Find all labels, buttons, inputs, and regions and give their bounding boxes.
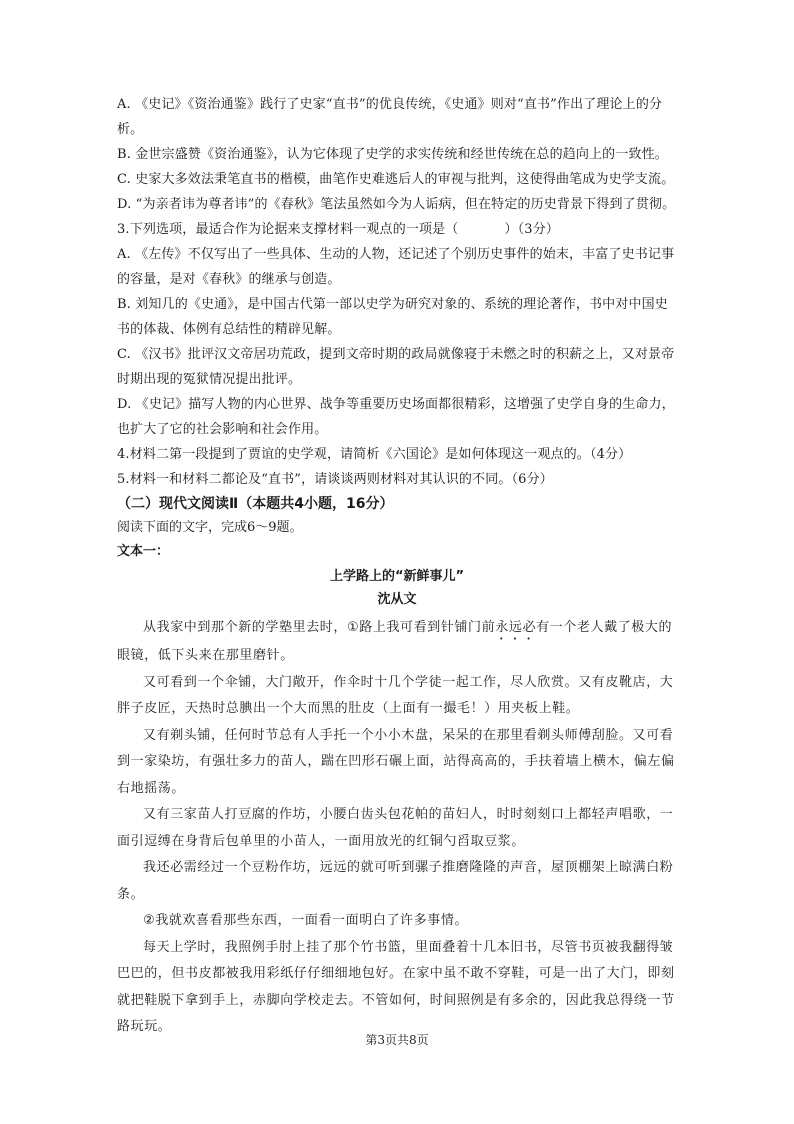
article-paragraph-7: 每天上学时，我照例手肘上挂了那个竹书篮，里面叠着十几本旧书，尽管书页被我翻得皱巴巴的，但书皮都被我用彩纸仔仔细细地包好。在家中虽不敢不穿鞋，可是一出了大门，即刻就把鞋脱下拿到手上，赤脚向学校走去。不管如何，时间照例是有多余的，因此我总得绕一节路玩玩。 <box>117 939 675 1034</box>
question-5: 5.材料一和材料二都论及“直书”，请谈谈两则材料对其认识的不同。（6分） <box>117 472 553 487</box>
q3-stem-after: ）（3分） <box>504 222 559 237</box>
text-label: 文本一： <box>117 544 170 559</box>
p1-text-after: 有一个老人戴了极大的眼镜，低下头来在那里磨针。 <box>117 620 673 663</box>
q3-stem-before: 3.下列选项，最适合作为论据来支撑材料一观点的一项是（ <box>117 222 459 237</box>
q3-stem <box>117 217 677 242</box>
p1-text-before: 从我家中到那个新的学塾里去时，①路上我可看到针铺门前 <box>143 620 496 635</box>
article-author: 沈从文 <box>377 592 417 607</box>
page-content <box>117 92 677 1041</box>
reading-instruction: 阅读下面的文字，完成6～9题。 <box>117 520 303 535</box>
q3-option-c: C. 《汉书》批评汉文帝居功荒政，提到文帝时期的政局就像寝于未燃之时的积薪之上，又对景帝时期出现的冤狱情况提出批评。 <box>117 347 675 387</box>
q2-option-c: C. 史家大多效法秉笔直书的楷模，曲笔作史难逃后人的审视与批判，这使得曲笔成为史学支流。 <box>117 172 675 187</box>
article-paragraph-4: 又有三家苗人打豆腐的作坊，小腰白齿头包花帕的苗妇人，时时刻刻口上都轻声唱歌，一面引逗缚在身背后包单里的小苗人，一面用放光的红铜勺舀取豆浆。 <box>117 807 674 849</box>
article-paragraph-6: ②我就欢喜看那些东西，一面看一面明白了许多事情。 <box>143 913 469 928</box>
article-paragraph-1 <box>117 615 677 670</box>
article-title: 上学路上的“新鲜事儿” <box>329 569 465 584</box>
q2-option-a: A. 《史记》《资治通鉴》践行了史家“直书”的优良传统，《史通》则对“直书”作出了理论上的分析。 <box>117 97 663 137</box>
page-number-footer: 第3页共8页 <box>365 1033 429 1047</box>
q2-option-b: B. 金世宗盛赞《资治通鉴》，认为它体现了史学的求实传统和经世传统在总的趋向上的一致性。 <box>117 147 668 162</box>
emphasized-phrase: 永远必 <box>495 620 537 635</box>
article-paragraph-3: 又有剃头铺，任何时节总有人手托一个小小木盘，呆呆的在那里看剃头师傅刮脸。又可看到一家染坊，有强壮多力的苗人，踹在凹形石碾上面，站得高高的，手扶着墙上横木，偏左偏右地摇荡。 <box>117 727 675 796</box>
article-paragraph-2: 又可看到一个伞铺，大门敞开，作伞时十几个学徒一起工作，尽人欣赏。又有皮靴店，大胖子皮匠，天热时总腆出一个大而黑的肚皮（上面有一撮毛！）用夹板上鞋。 <box>117 674 674 716</box>
q3-option-b: B. 刘知几的《史通》，是中国古代第一部以史学为研究对象的、系统的理论著作，书中对中国史书的体裁、体例有总结性的精辟见解。 <box>117 297 668 337</box>
q3-option-d: D. 《史记》描写人物的内心世界、战争等重要历史场面都很精彩，这增强了史学自身的生命力，也扩大了它的社会影响和社会作用。 <box>117 397 675 437</box>
question-4: 4.材料二第一段提到了贾谊的史学观，请简析《六国论》是如何体现这一观点的。（4分） <box>117 447 632 462</box>
article-paragraph-5: 我还必需经过一个豆粉作坊，远远的就可听到骡子推磨隆隆的声音，屋顶棚架上晾满白粉条。 <box>117 860 674 902</box>
q3-option-a: A. 《左传》不仅写出了一些具体、生动的人物，还记述了个别历史事件的始末，丰富了史书记事的容量，是对《春秋》的继承与创造。 <box>117 247 675 287</box>
q2-option-d: D. “为亲者讳为尊者讳”的《春秋》笔法虽然如今为人诟病，但在特定的历史背景下得到了贯彻。 <box>117 197 676 212</box>
section-heading: （二）现代文阅读Ⅱ（本题共4小题，16分） <box>117 496 394 512</box>
